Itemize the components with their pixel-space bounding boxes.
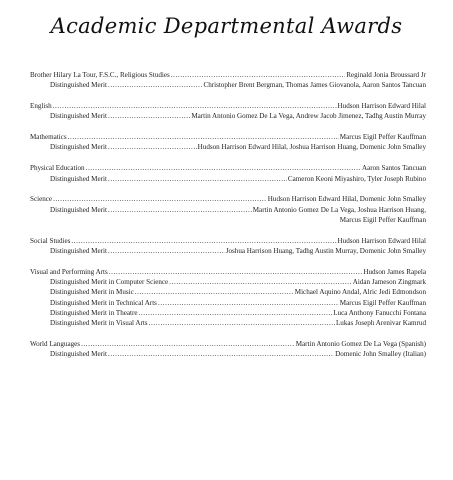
award-label: Distinguished Merit in Theatre — [50, 309, 138, 318]
award-label: Distinguished Merit in Music — [50, 288, 134, 297]
award-label: Distinguished Merit — [50, 174, 107, 183]
recipient-names: Martin Antonio Gomez De La Vega, Joshua Harrison Huang, — [252, 205, 426, 214]
recipient-names: Lukas Joseph Arenivar Kamrud — [335, 319, 426, 328]
dot-leader — [53, 101, 337, 111]
dot-leader — [169, 277, 351, 287]
recipient-names: Marcus Eigil Peffer Kauffman — [339, 133, 426, 142]
award-label: Mathematics — [30, 133, 67, 142]
recipient-names: Domenic John Smalley (Italian) — [335, 350, 426, 359]
recipient-names: Marcus Eigil Peffer Kauffman — [339, 298, 426, 307]
merit-row — [30, 287, 426, 297]
award-row — [30, 236, 426, 246]
dot-leader — [108, 174, 287, 184]
award-section — [30, 132, 426, 153]
dot-leader — [108, 205, 252, 215]
award-label: Distinguished Merit — [50, 205, 107, 214]
merit-row — [30, 246, 426, 256]
recipient-names: Reginald Jonia Broussard Jr — [346, 71, 426, 79]
award-row — [30, 267, 426, 277]
merit-row — [30, 308, 426, 318]
award-label: Distinguished Merit — [50, 81, 107, 90]
award-section — [30, 101, 426, 122]
award-label: World Languages — [30, 340, 81, 349]
merit-row — [30, 318, 426, 328]
recipient-names: Christopher Brent Bergman, Thomas James Giovanola, Aaron Santos Tancuan — [203, 81, 426, 90]
award-label: Distinguished Merit in Technical Arts — [50, 298, 157, 307]
award-row — [30, 101, 426, 111]
recipient-names: Aaron Santos Tancuan — [362, 164, 426, 173]
award-label: Visual and Performing Arts — [30, 267, 108, 276]
recipient-names: Joshua Harrison Huang, Tadhg Austin Murray, Domenic John Smalley — [225, 247, 426, 256]
dot-leader — [109, 267, 363, 277]
merit-row — [30, 111, 426, 121]
award-label: Social Studies — [30, 236, 71, 245]
merit-row — [30, 80, 426, 90]
award-section — [30, 339, 426, 360]
dot-leader — [135, 287, 294, 297]
dot-leader — [71, 236, 336, 246]
merit-row — [30, 349, 426, 359]
dot-leader — [86, 163, 361, 173]
dot-leader — [108, 111, 190, 121]
recipient-names: Cameron Keoni Miyashiro, Tyler Joseph Rubino — [287, 174, 426, 183]
award-label: Physical Education — [30, 164, 85, 173]
award-row — [30, 132, 426, 142]
award-section — [30, 163, 426, 184]
award-label: Brother Hilary La Tour, F.S.C., Religious Studies — [30, 71, 170, 79]
award-row — [30, 163, 426, 173]
recipient-names: Martin Antonio Gomez De La Vega (Spanish) — [295, 340, 426, 349]
merit-row — [30, 142, 426, 152]
award-label: Distinguished Merit — [50, 350, 107, 359]
recipient-names: Michael Aquino Andal, Alric Jedi Edmondson — [294, 288, 426, 297]
award-section — [30, 236, 426, 257]
merit-row — [30, 298, 426, 308]
merit-row — [30, 205, 426, 215]
award-label: Science — [30, 195, 53, 204]
award-row — [30, 70, 426, 80]
merit-row — [30, 277, 426, 287]
dot-leader — [139, 308, 333, 318]
recipient-names: Luca Anthony Fanucchi Fontana — [333, 309, 426, 318]
dot-leader — [108, 80, 203, 90]
recipient-names-continued: Marcus Eigil Peffer Kauffman — [339, 215, 426, 224]
award-label: Distinguished Merit — [50, 143, 107, 152]
award-label: Distinguished Merit — [50, 247, 107, 256]
award-section — [30, 70, 426, 91]
award-row — [30, 339, 426, 349]
award-row — [30, 194, 426, 204]
dot-leader — [68, 132, 339, 142]
award-label: Distinguished Merit — [50, 112, 107, 121]
recipient-names: Martin Antonio Gomez De La Vega, Andrew Jacob Jimenez, Tadhg Austin Murray — [191, 112, 426, 121]
award-section — [30, 194, 426, 225]
merit-row — [30, 174, 426, 184]
dot-leader — [108, 246, 225, 256]
dot-leader — [53, 194, 267, 204]
page-title: Academic Departmental Awards — [50, 14, 403, 38]
award-section — [30, 267, 426, 329]
recipient-names: Hudson James Rapela — [363, 267, 426, 276]
award-label: English — [30, 102, 52, 111]
dot-leader — [81, 339, 295, 349]
recipient-names: Hudson Harrison Edward Hilal, Joshua Harrison Huang, Domenic John Smalley — [197, 143, 426, 152]
award-label: Distinguished Merit in Visual Arts — [50, 319, 148, 328]
dot-leader — [158, 298, 339, 308]
award-label: Distinguished Merit in Computer Science — [50, 278, 169, 287]
awards-list — [30, 70, 426, 370]
recipient-names: Hudson Harrison Edward Hilal — [337, 236, 426, 245]
dot-leader — [108, 349, 334, 359]
recipient-names: Hudson Harrison Edward Hilal, Domenic John Smalley — [267, 195, 426, 204]
recipient-names: Aidan Jameson Zingmark — [352, 278, 426, 287]
recipient-names: Hudson Harrison Edward Hilal — [337, 102, 426, 111]
dot-leader — [171, 70, 345, 80]
dot-leader — [149, 318, 335, 328]
dot-leader — [108, 142, 197, 152]
